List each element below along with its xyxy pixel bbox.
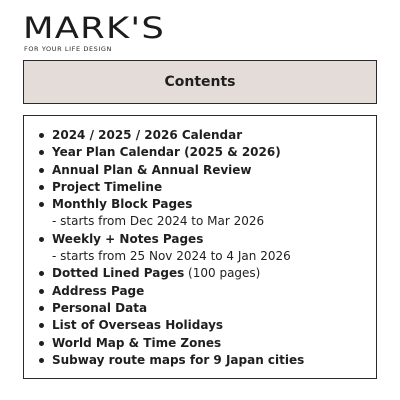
list-item-label: Weekly + Notes Pages — [52, 231, 204, 246]
bullet-icon — [39, 358, 44, 363]
bullet-icon — [39, 202, 44, 207]
list-item — [38, 179, 304, 196]
list-item-note: (100 pages) — [184, 266, 261, 281]
list-item — [38, 317, 304, 334]
list-item-detail: - starts from 25 Nov 2024 to 4 Jan 2026 — [52, 249, 291, 264]
list-item-label: List of Overseas Holidays — [52, 318, 224, 333]
bullet-icon — [39, 271, 44, 276]
list-item — [38, 300, 304, 317]
list-item-label: Personal Data — [52, 300, 148, 315]
list-item-label: Address Page — [52, 283, 145, 298]
list-item — [38, 127, 304, 144]
list-item-label: Project Timeline — [52, 179, 163, 194]
bullet-icon — [39, 237, 44, 242]
contents-title: Contents — [164, 74, 236, 90]
bullet-icon — [39, 323, 44, 328]
bullet-icon — [39, 341, 44, 346]
list-item-label: Annual Plan & Annual Review — [52, 162, 252, 177]
list-item-label: World Map & Time Zones — [52, 335, 222, 350]
list-item — [38, 352, 304, 369]
contents-header — [23, 60, 377, 104]
bullet-icon — [39, 306, 44, 311]
bullet-icon — [39, 168, 44, 173]
brand-name: MARK'S — [23, 11, 166, 45]
list-item-label: 2024 / 2025 / 2026 Calendar — [52, 128, 243, 142]
list-item — [38, 265, 304, 282]
list-item — [38, 335, 304, 352]
list-item-label: Subway route maps for 9 Japan cities — [52, 352, 305, 367]
list-item — [38, 231, 304, 248]
list-item — [38, 144, 304, 161]
brand-tagline: FOR YOUR LIFE DESIGN — [24, 45, 113, 53]
list-item — [38, 196, 304, 213]
bullet-icon — [39, 289, 44, 294]
contents-list — [38, 127, 304, 369]
list-item — [38, 162, 304, 179]
bullet-icon — [39, 150, 44, 155]
list-item — [38, 283, 304, 300]
list-item-label: Monthly Block Pages — [52, 197, 193, 212]
bullet-icon — [39, 185, 44, 190]
list-item-label: Year Plan Calendar (2025 & 2026) — [52, 145, 281, 160]
list-item-detail: - starts from Dec 2024 to Mar 2026 — [52, 214, 265, 229]
brand-logo — [23, 12, 223, 54]
bullet-icon — [39, 133, 44, 138]
list-item-label: Dotted Lined Pages — [52, 266, 185, 281]
contents-box — [23, 115, 377, 379]
